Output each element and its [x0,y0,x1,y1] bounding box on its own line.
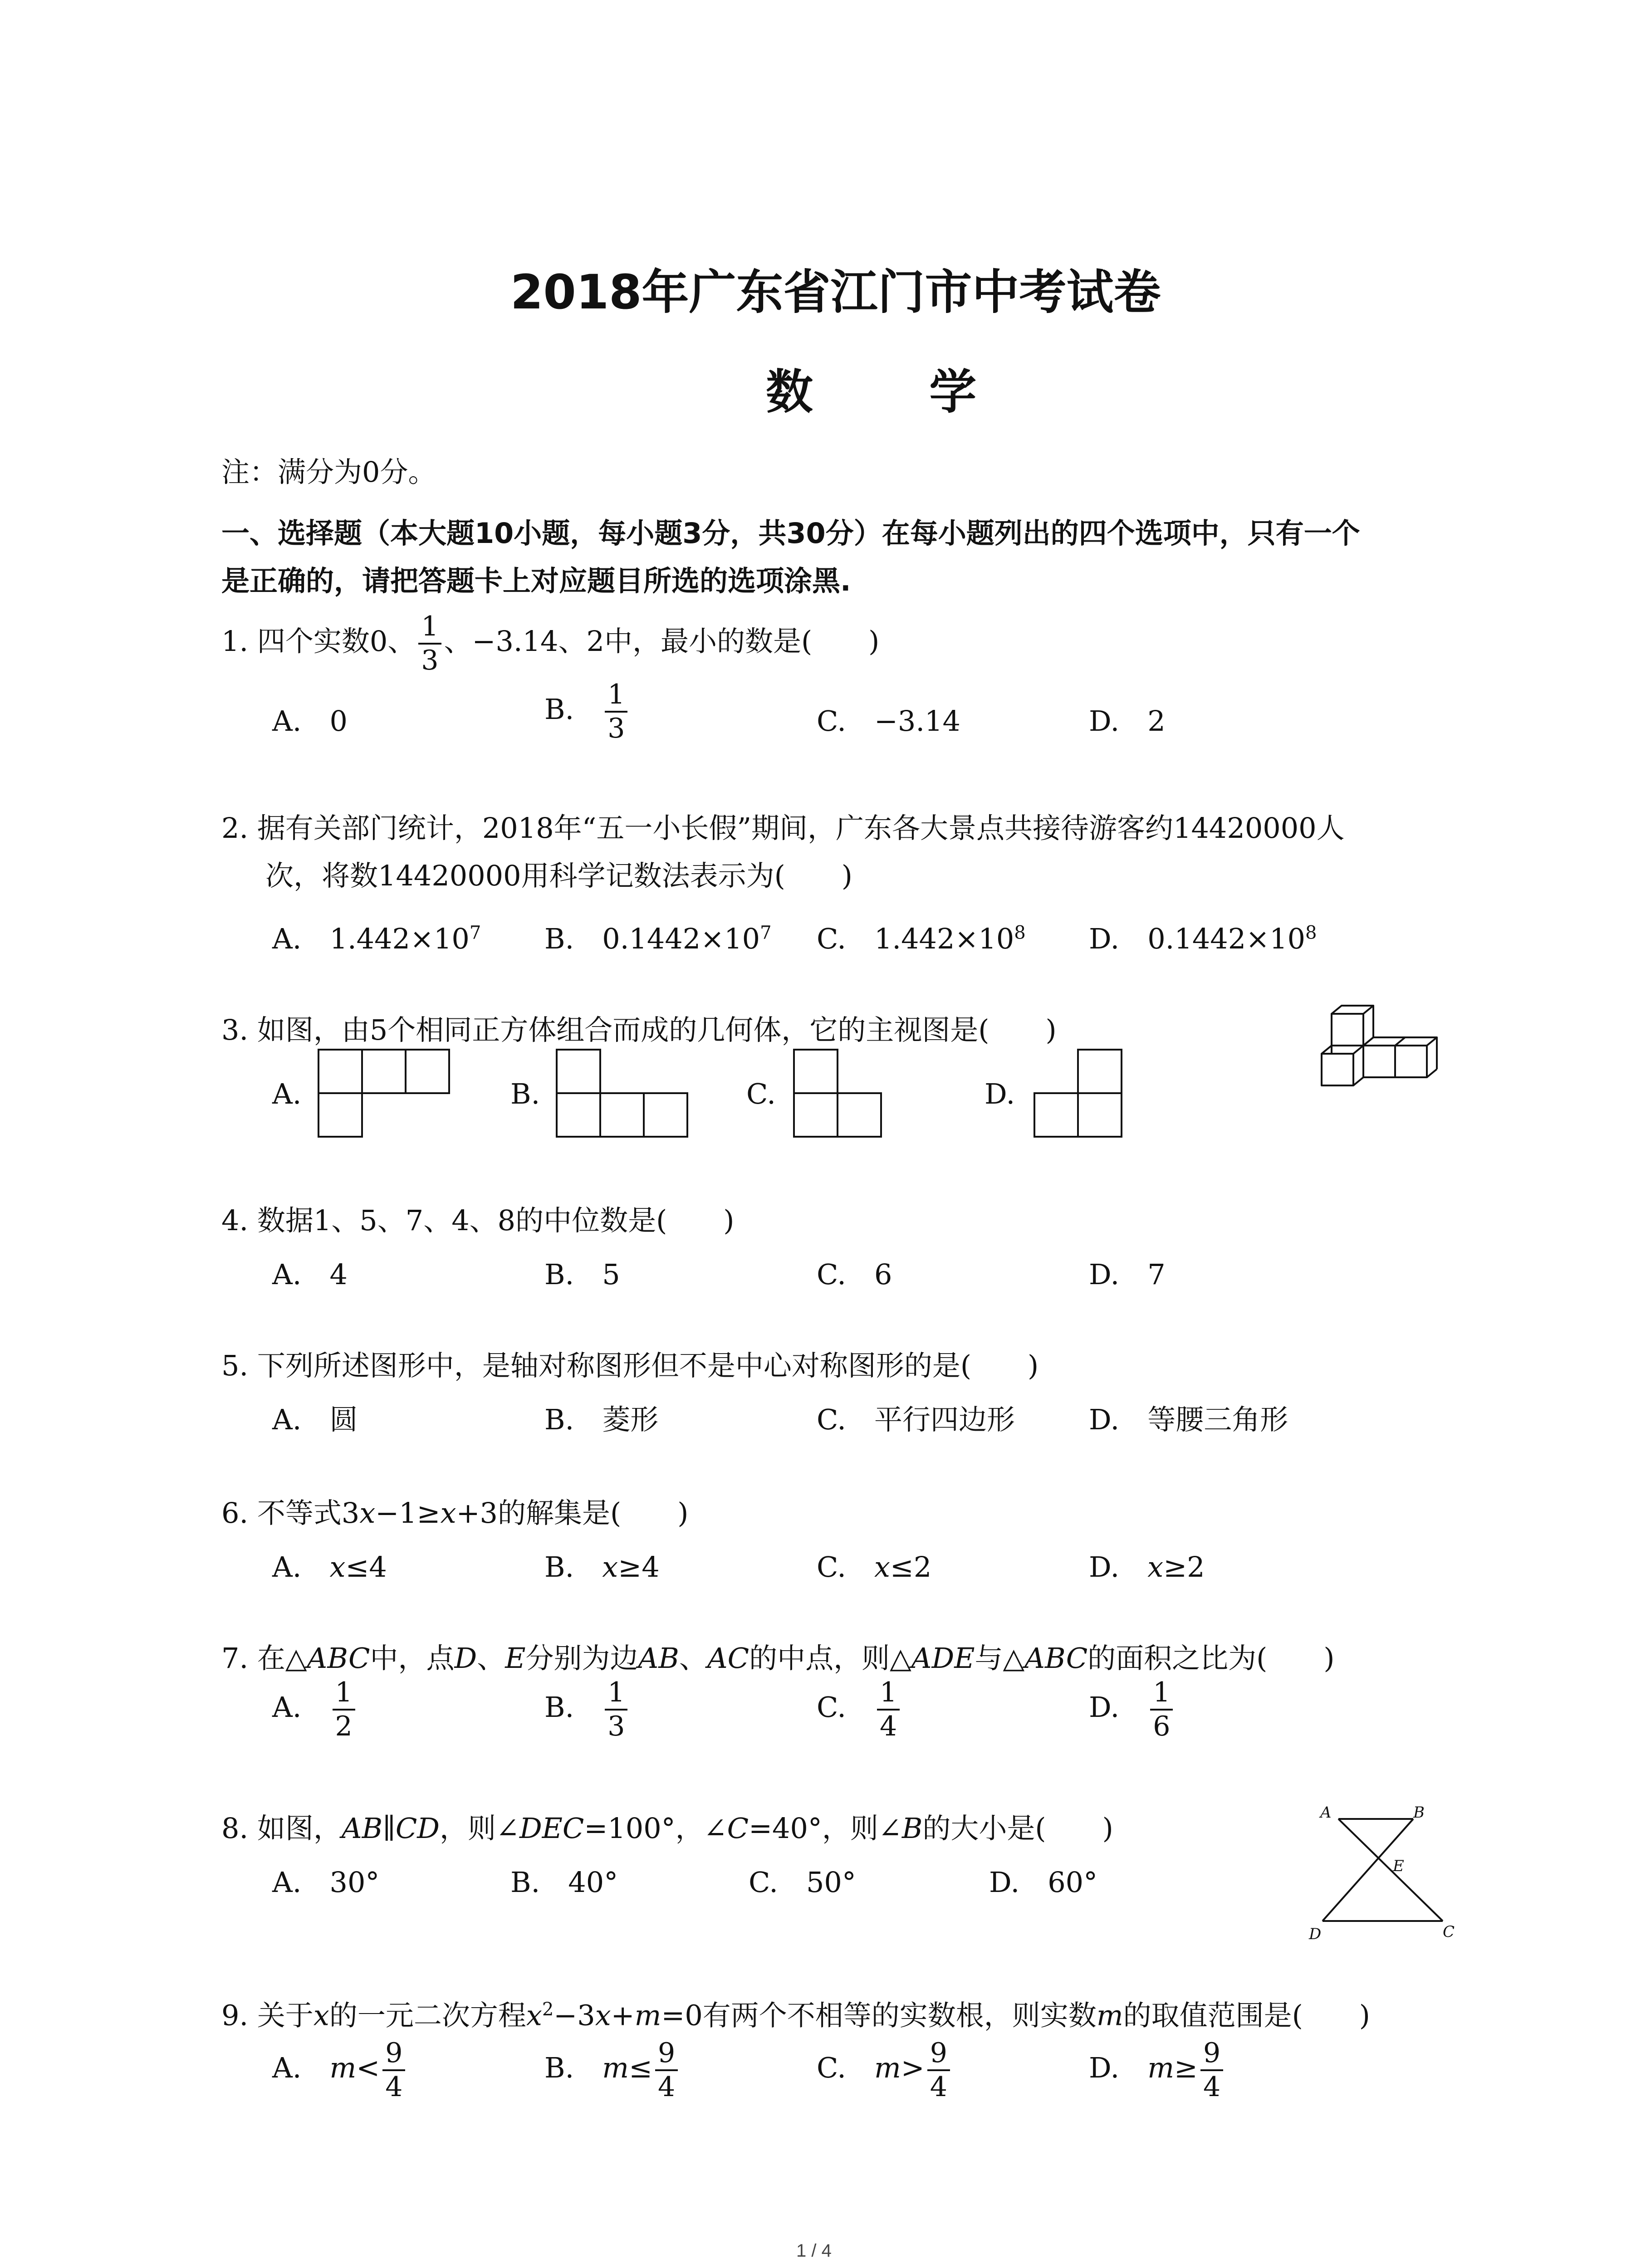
q2-option-b: B. $0.1442\times 10^7$ [544,922,772,955]
question-5-stem: 5. 下列所述图形中，是轴对称图形但不是中心对称图形的是( ) [221,1349,1039,1382]
question-8-stem: 8. 如图，AB∥CD，则∠DEC=100°，∠C=40°，则∠B的大小是( ) [221,1812,1113,1845]
q3-option-a-label: A. [272,1077,302,1110]
page-number: 1 / 4 [796,2241,832,2261]
q9-option-b: B. m≤ $\frac{9}{4}$ [544,2039,681,2102]
q8-label-d: D [1309,1925,1322,1943]
q2-option-c: C. $1.442\times 10^8$ [817,922,1026,955]
q9-option-d: D. m≥ $\frac{9}{4}$ [1089,2039,1226,2102]
fraction: $\frac{1}{3}$ [418,612,441,675]
section-heading-line2: 是正确的，请把答题卡上对应题目所选的选项涂黑. [221,564,851,597]
q6-option-c: C. x≤2 [817,1550,932,1584]
q3-option-d-figure [1034,1049,1129,1139]
q7-option-b: B. $\frac{1}{3}$ [544,1678,630,1741]
q3-cube-figure [1318,1005,1463,1114]
q3-option-c-figure [793,1049,888,1139]
q3-option-b-label: B. [510,1077,540,1110]
q6-option-a: A. x≤4 [272,1550,387,1584]
q7-option-d: D. $\frac{1}{6}$ [1089,1678,1176,1741]
q3-option-d-label: D. [985,1077,1015,1110]
question-7-stem: 7. 在△ABC中，点D、E分别为边AB、AC的中点，则△ADE与△ABC的面积之比为( ) [221,1642,1335,1675]
q5-option-a: A. 圆 [272,1403,358,1436]
q1-option-b: B. $\frac{1}{3}$ [544,680,630,743]
q7-option-c: C. $\frac{1}{4}$ [817,1678,902,1741]
subject-title: 数 学 [766,364,1027,420]
q9-option-a: A. m< $\frac{9}{4}$ [272,2039,408,2102]
q5-option-d: D. 等腰三角形 [1089,1403,1288,1436]
q8-label-c: C [1443,1923,1455,1941]
question-3-stem: 3. 如图，由5个相同正方体组合而成的几何体，它的主视图是( ) [221,1013,1057,1046]
q2-option-a: A. $1.442\times 10^7$ [272,922,481,955]
q8-option-b: B. 40° [510,1866,618,1899]
q8-option-c: C. 50° [749,1866,856,1899]
question-4-stem: 4. 数据1、5、7、4、8的中位数是( ) [221,1204,735,1237]
q8-label-b: B [1413,1804,1425,1822]
q3-option-a-figure [318,1049,454,1139]
q7-option-a: A. $\frac{1}{2}$ [272,1678,358,1741]
question-6-stem: 6. 不等式3x−1≥x+3的解集是( ) [221,1496,689,1530]
q1-option-d: D. 2 [1089,704,1166,738]
q1-option-c: C. −3.14 [817,704,960,738]
q6-option-b: B. x≥4 [544,1550,660,1584]
q4-option-a: A. 4 [272,1258,348,1291]
q8-option-a: A. 30° [272,1866,380,1899]
q2-option-d: D. $0.1442\times 10^8$ [1089,922,1317,955]
q8-label-e: E [1393,1857,1404,1875]
q5-option-b: B. 菱形 [544,1403,659,1436]
page-title: 2018年广东省江门市中考试卷 [510,264,1161,320]
q4-option-d: D. 7 [1089,1258,1166,1291]
q8-parallel-lines-figure [1309,1804,1465,1953]
q8-label-a: A [1320,1804,1332,1822]
q9-option-c: C. m> $\frac{9}{4}$ [817,2039,953,2102]
section-heading-line1: 一、选择题（本大题10小题，每小题3分，共30分）在每小题列出的四个选项中，只有一个 [221,517,1360,550]
q4-option-c: C. 6 [817,1258,892,1291]
q4-option-b: B. 5 [544,1258,620,1291]
q3-option-b-figure [556,1049,692,1139]
q5-option-c: C. 平行四边形 [817,1403,1015,1436]
q6-option-d: D. x≥2 [1089,1550,1205,1584]
question-2-line1: 2. 据有关部门统计，2018年“五一小长假”期间，广东各大景点共接待游客约14420000人 [221,811,1345,845]
q3-option-c-label: C. [746,1077,776,1110]
q8-option-d: D. 60° [989,1866,1098,1899]
question-9-stem: 9. 关于x的一元二次方程$x^2-3x+m=0$有两个不相等的实数根，则实数m的取值范围是( ) [221,1999,1370,2032]
q1-option-a: A. 0 [272,704,348,738]
question-2-line2: 次，将数14420000用科学记数法表示为( ) [265,859,852,892]
question-1-stem: 1. 四个实数0、 $\frac{1}{3}$ 、−3.14、2中，最小的数是( ) [221,611,880,676]
score-note: 注：满分为0分。 [221,455,436,489]
